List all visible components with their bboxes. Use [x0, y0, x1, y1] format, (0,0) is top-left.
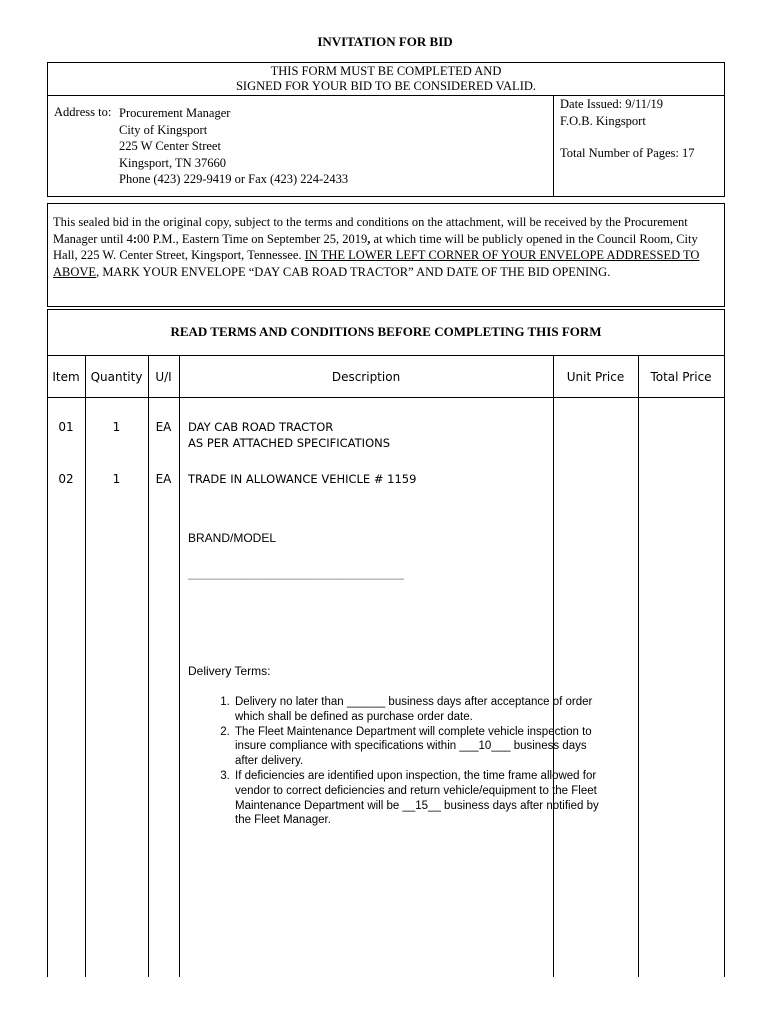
- row-quantity: 1: [112, 472, 121, 486]
- delivery-term: 3. If deficiencies are identified upon inspection, the time frame allowed for vendor to correct deficiencies and return vehicle/equipment to the Fleet Maintenance Department will be __15__ business days after notified by the Fleet Manager.: [233, 769, 605, 828]
- brand-model-label: BRAND/MODEL: [188, 531, 277, 545]
- sealed-text-bold: :: [132, 231, 138, 246]
- delivery-terms-label: Delivery Terms:: [188, 664, 271, 678]
- brand-model-field[interactable]: _______________________________: [188, 566, 405, 580]
- sealed-box-left: [47, 203, 48, 307]
- description-line: DAY CAB ROAD TRACTOR: [188, 420, 334, 434]
- table-right-border: [724, 309, 725, 977]
- issue-info: [560, 96, 695, 162]
- notice-block: [48, 64, 724, 94]
- table-box-top: [47, 309, 725, 310]
- header-bottom-border: [47, 397, 725, 398]
- column-divider: [638, 355, 639, 977]
- sealed-text-part: 00 P.M., Eastern Time on September 25, 2019: [137, 231, 368, 246]
- delivery-terms-list: [188, 695, 605, 828]
- row-item: 01: [58, 420, 74, 434]
- address-label: Address to:: [54, 105, 112, 119]
- header-item: Item: [52, 370, 80, 384]
- sealed-box-top: [47, 203, 725, 204]
- read-terms-heading: READ TERMS AND CONDITIONS BEFORE COMPLETING THIS FORM: [170, 324, 602, 339]
- address-phone-fax: Phone (423) 229-9419 or Fax (423) 224-2433: [119, 172, 349, 186]
- column-divider: [85, 355, 86, 977]
- table-left-border: [47, 309, 48, 977]
- envelope-instruction-underlined: IN THE LOWER LEFT CORNER OF YOUR ENVELOPE ADDRESSED TO ABOVE: [53, 248, 700, 279]
- row-quantity: 1: [112, 420, 121, 434]
- date-issued: Date Issued: 9/11/19: [560, 97, 663, 111]
- address-block: [119, 105, 348, 188]
- sealed-text-part: at which time will be publicly opened in the Council Room, City Hall, 225 W. Center Street, Kingsport, Tennessee.: [53, 231, 698, 263]
- box-top-border: [47, 62, 725, 63]
- address-line: Kingsport, TN 37660: [119, 155, 227, 170]
- description-line: AS PER ATTACHED SPECIFICATIONS: [188, 436, 391, 450]
- row-item: 02: [58, 472, 74, 486]
- header-quantity: Quantity: [90, 370, 143, 384]
- sealed-text-part: , MARK YOUR ENVELOPE “DAY CAB ROAD TRACTOR” AND DATE OF THE BID OPENING.: [96, 264, 611, 279]
- box-right-border: [724, 62, 725, 197]
- address-column-divider: [553, 95, 554, 197]
- fob: F.O.B. Kingsport: [560, 113, 646, 128]
- header-unit-price: Unit Price: [566, 370, 625, 384]
- header-total-price: Total Price: [650, 370, 712, 384]
- description-line: TRADE IN ALLOWANCE VEHICLE # 1159: [188, 472, 417, 486]
- row-description: [188, 419, 390, 451]
- address-line: City of Kingsport: [119, 122, 208, 137]
- sealed-text-part: This sealed bid in the original copy, subject to the terms and conditions on the attachment, will be received by the Procurement Manager until 4: [53, 215, 688, 246]
- row-unit: EA: [155, 472, 172, 486]
- notice-line-2: SIGNED FOR YOUR BID TO BE CONSIDERED VALID.: [235, 79, 537, 93]
- sealed-text-bold: ,: [367, 231, 371, 246]
- header-description: Description: [331, 370, 401, 384]
- notice-line-1: THIS FORM MUST BE COMPLETED AND: [270, 64, 502, 78]
- row-description: [188, 471, 416, 487]
- document-title: INVITATION FOR BID: [317, 34, 453, 49]
- sealed-box-bottom: [47, 306, 725, 307]
- column-divider: [179, 355, 180, 977]
- delivery-term: 2. The Fleet Maintenance Department will complete vehicle inspection to insure compliance with specifications within ___10___ business days after delivery.: [233, 725, 605, 769]
- delivery-term: 1. Delivery no later than ______ business days after acceptance of order which shall be defined as purchase order date.: [233, 695, 605, 725]
- total-pages: Total Number of Pages: 17: [560, 146, 695, 160]
- column-divider: [553, 355, 554, 977]
- box-bottom-border: [47, 196, 725, 197]
- column-divider: [148, 355, 149, 977]
- sealed-bid-paragraph: [53, 214, 725, 280]
- row-unit: EA: [155, 420, 172, 434]
- address-line: Procurement Manager: [119, 106, 231, 120]
- address-line: 225 W Center Street: [119, 139, 221, 153]
- header-unit: U/I: [155, 370, 172, 384]
